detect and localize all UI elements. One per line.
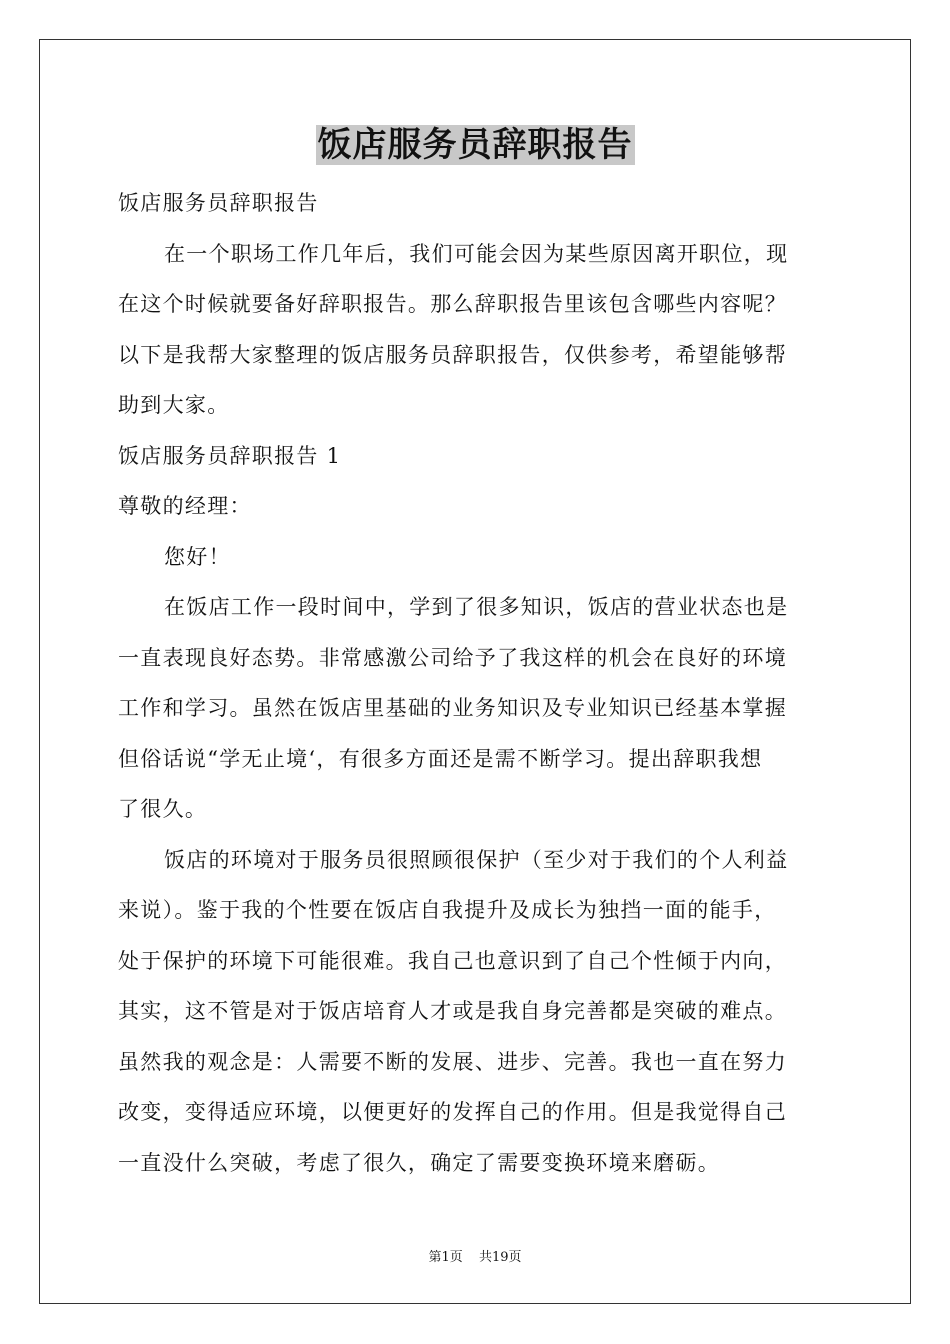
text-line: 饭店的环境对于服务员很照顾很保护（至少对于我们的个人利益 xyxy=(164,847,789,872)
text-line: 助到大家。 xyxy=(118,393,230,417)
text-line: 在一个职场工作几年后，我们可能会因为某些原因离开职位，现 xyxy=(164,241,789,266)
text-line: 来说）。鉴于我的个性要在饭店自我提升及成长为独挡一面的能手， xyxy=(118,898,777,922)
document-title: 饭店服务员辞职报告 xyxy=(317,125,633,165)
text-line: 其实，这不管是对于饭店培育人才或是我自身完善都是突破的难点。 xyxy=(118,999,787,1023)
text-line: 一直表现良好态势。非常感激公司给予了我这样的机会在良好的环境 xyxy=(118,645,787,670)
text-line: 饭店服务员辞职报告 1 xyxy=(118,443,342,468)
text-line: 在饭店工作一段时间中，学到了很多知识，饭店的营业状态也是 xyxy=(164,595,789,619)
text-line: 处于保护的环境下可能很难。我自己也意识到了自己个性倾于内向， xyxy=(118,948,787,973)
text-line: 虽然我的观念是：人需要不断的发展、进步、完善。我也一直在努力 xyxy=(118,1049,787,1074)
text-line: 饭店服务员辞职报告 xyxy=(118,191,319,215)
text-line: 在这个时候就要备好辞职报告。那么辞职报告里该包含哪些内容呢？ xyxy=(118,292,787,316)
text-line: 尊敬的经理： xyxy=(118,494,252,518)
document-title-container xyxy=(0,122,950,168)
text-line: 了很久。 xyxy=(118,797,208,821)
text-line: 但俗话说“学无止境‘，有很多方面还是需不断学习。提出辞职我想 xyxy=(118,746,763,771)
page-footer xyxy=(0,1246,950,1265)
text-line: 工作和学习。虽然在饭店里基础的业务知识及专业知识已经基本掌握 xyxy=(118,696,787,720)
document-body xyxy=(118,178,834,1188)
text-line: 以下是我帮大家整理的饭店服务员辞职报告，仅供参考，希望能够帮 xyxy=(118,342,787,367)
page-number: 第1页 xyxy=(428,1250,463,1265)
page-total: 共19页 xyxy=(478,1250,522,1265)
text-line: 一直没什么突破，考虑了很久，确定了需要变换环境来磨砺。 xyxy=(118,1150,721,1175)
text-line: 改变，变得适应环境，以便更好的发挥自己的作用。但是我觉得自己 xyxy=(118,1100,787,1124)
text-line: 您好！ xyxy=(164,544,231,569)
